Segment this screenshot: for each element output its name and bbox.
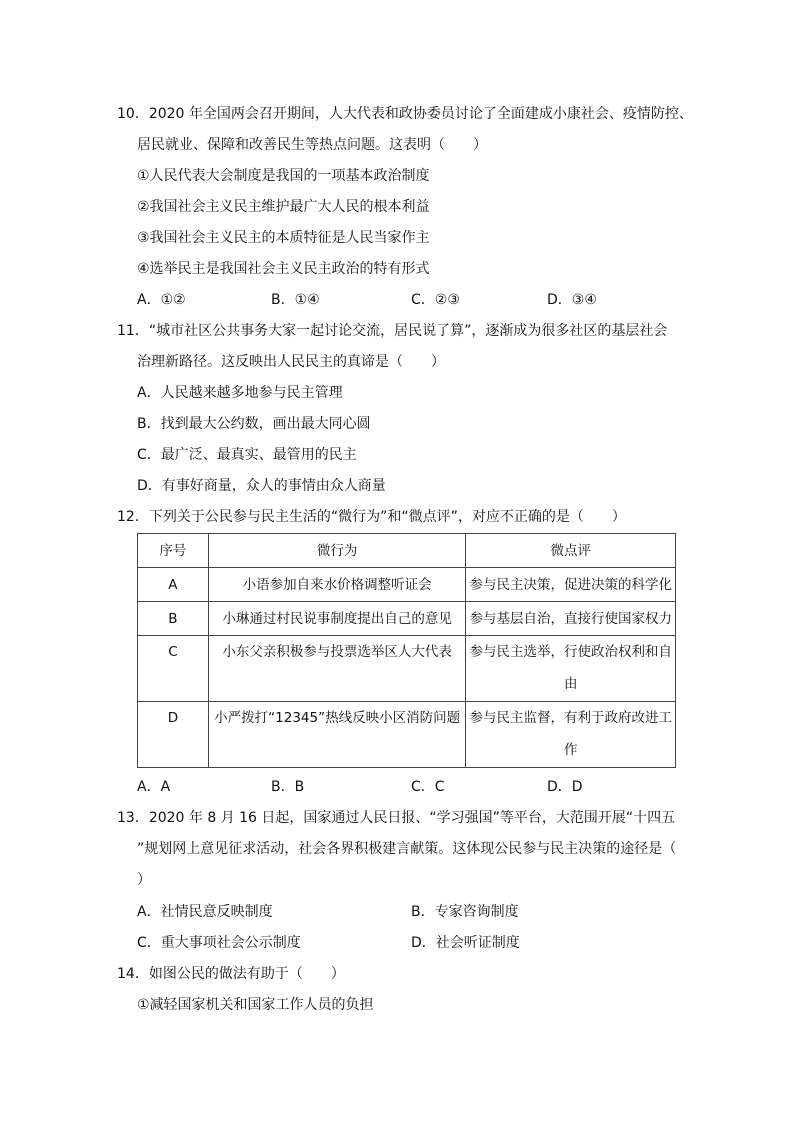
q10-item-1: ①人民代表大会制度是我国的一项基本政治制度 [137,168,430,184]
row-d-comment: 参与民主监督，有利于政府改进工作 [466,702,676,768]
row-a-action: 小语参加自来水价格调整听证会 [208,568,466,602]
q10-item-4: ④选举民主是我国社会主义民主政治的特有形式 [137,261,430,277]
q12-option-b: B．B [271,779,305,795]
row-a-comment: 参与民主决策，促进决策的科学化 [466,568,676,602]
row-a-index: A [138,568,209,602]
q12-table [137,533,676,768]
row-c-comment: 参与民主选举，行使政治权利和自由 [466,636,676,702]
q14-stem: 14．如图公民的做法有助于（ ） [117,966,345,982]
q12-option-c: C．C [411,779,445,795]
row-b-index: B [138,602,209,636]
q10-stem-line2: 居民就业、保障和改善民生等热点问题。这表明（ ） [137,137,487,153]
row-c-action: 小东父亲积极参与投票选举区人大代表 [208,636,466,702]
header-micro-comment: 微点评 [466,534,676,568]
q10-option-a: A．①② [137,292,186,308]
q13-stem-line2: ”规划网上意见征求活动，社会各界积极建言献策。这体现公民参与民主决策的途径是（ [137,841,677,857]
q10-option-d: D．③④ [547,292,597,308]
q10-item-3: ③我国社会主义民主的本质特征是人民当家作主 [137,230,430,246]
table-row [138,568,676,602]
q10-option-b: B．①④ [271,292,320,308]
q13-option-a: A．社情民意反映制度 [137,904,273,920]
table-row [138,702,676,768]
q10-item-2: ②我国社会主义民主维护最广大人民的根本利益 [137,199,430,215]
header-micro-action: 微行为 [208,534,466,568]
row-b-comment: 参与基层自治，直接行使国家权力 [466,602,676,636]
q12-stem: 12．下列关于公民参与民主生活的“微行为”和“微点评”，对应不正确的是（ ） [117,509,626,525]
q11-stem-line2: 治理新路径。这反映出人民民主的真谛是（ ） [137,354,445,370]
q12-option-a: A．A [137,779,171,795]
q10-stem-line1: 10．2020 年全国两会召开期间，人大代表和政协委员讨论了全面建成小康社会、疫情防控、 [117,106,693,122]
q12-option-d: D．D [547,779,583,795]
q11-option-c: C．最广泛、最真实、最管用的民主 [137,447,357,463]
q11-option-a: A．人民越来越多地参与民主管理 [137,385,343,401]
q13-option-b: B．专家咨询制度 [411,904,519,920]
q13-option-c: C．重大事项社会公示制度 [137,935,301,951]
header-index: 序号 [138,534,209,568]
q10-option-c: C．②③ [411,292,460,308]
table-row [138,602,676,636]
row-b-action: 小琳通过村民说事制度提出自己的意见 [208,602,466,636]
row-c-index: C [138,636,209,702]
table-row [138,636,676,702]
q13-stem-line1: 13．2020 年 8 月 16 日起，国家通过人民日报、“学习强国”等平台，大范围开展“十四五 [117,810,676,826]
row-d-index: D [138,702,209,768]
q13-stem-line3: ） [137,872,151,888]
row-d-action: 小严拨打“12345”热线反映小区消防问题 [208,702,466,768]
q11-option-b: B．找到最大公约数，画出最大同心圆 [137,416,371,432]
q13-option-d: D．社会听证制度 [411,935,520,951]
q11-stem-line1: 11．“城市社区公共事务大家一起讨论交流，居民说了算”，逐渐成为很多社区的基层社会 [117,323,668,339]
q14-item-1: ①减轻国家机关和国家工作人员的负担 [137,997,374,1013]
table-header-row [138,534,676,568]
q11-option-d: D．有事好商量，众人的事情由众人商量 [137,478,386,494]
